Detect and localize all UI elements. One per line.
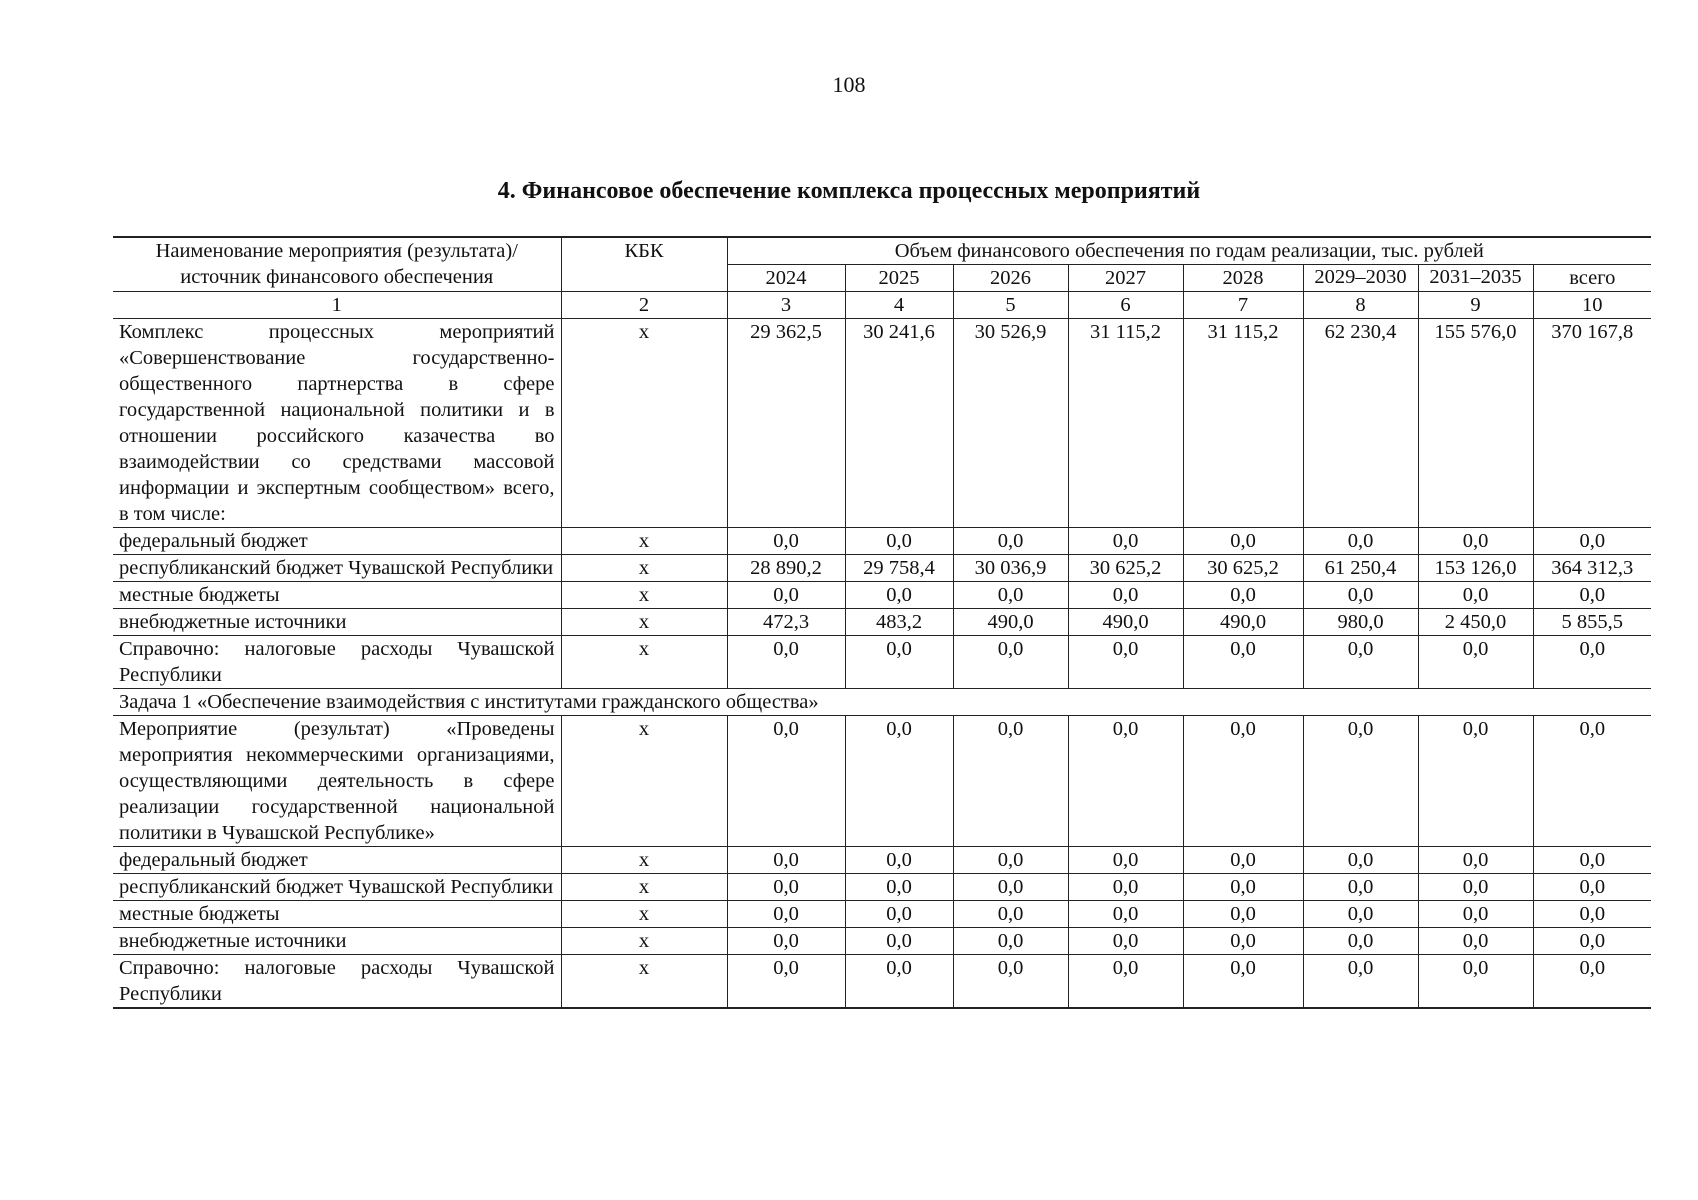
row-name: внебюджетные источники	[113, 928, 561, 955]
row-value: 28 890,2	[727, 555, 845, 582]
row-value: 0,0	[1068, 582, 1183, 609]
row-value: 0,0	[1303, 636, 1418, 689]
table-row	[113, 955, 1651, 1009]
row-value: 0,0	[1418, 582, 1533, 609]
row-value: 0,0	[1533, 847, 1651, 874]
row-value: 0,0	[1418, 716, 1533, 847]
row-value: 0,0	[1183, 636, 1303, 689]
row-value: 490,0	[953, 609, 1068, 636]
header-row-top	[113, 237, 1651, 265]
row-kbk: х	[561, 847, 727, 874]
row-kbk: х	[561, 319, 727, 528]
row-value: 0,0	[727, 716, 845, 847]
row-name: федеральный бюджет	[113, 847, 561, 874]
header-volume: Объем финансового обеспечения по годам реализации, тыс. рублей	[727, 237, 1651, 265]
row-value: 0,0	[953, 955, 1068, 1009]
row-value: 30 241,6	[845, 319, 953, 528]
header-year: всего	[1533, 265, 1651, 292]
row-name: Комплекс процессных мероприятий «Совершенствование государственно-общественного партнерства в сфере государственной национальной политики и в отношении российского казачества во взаимодействии со средствами массовой информации и экспертным сообществом» всего, в том числе:	[113, 319, 561, 528]
header-year: 2024	[727, 265, 845, 292]
page-number: 108	[832, 72, 866, 97]
row-value: 0,0	[1533, 928, 1651, 955]
row-value: 0,0	[1183, 716, 1303, 847]
row-value: 0,0	[1303, 955, 1418, 1009]
header-year: 2028	[1183, 265, 1303, 292]
row-kbk: х	[561, 928, 727, 955]
row-value: 0,0	[1183, 928, 1303, 955]
row-kbk: х	[561, 582, 727, 609]
row-value: 0,0	[953, 874, 1068, 901]
row-value: 0,0	[845, 716, 953, 847]
row-name: местные бюджеты	[113, 582, 561, 609]
row-value: 980,0	[1303, 609, 1418, 636]
row-value: 0,0	[1533, 901, 1651, 928]
row-value: 30 036,9	[953, 555, 1068, 582]
row-value: 155 576,0	[1418, 319, 1533, 528]
row-value: 0,0	[845, 928, 953, 955]
column-number: 1	[113, 292, 561, 319]
row-value: 0,0	[845, 955, 953, 1009]
row-kbk: х	[561, 636, 727, 689]
table-row	[113, 555, 1651, 582]
column-number: 4	[845, 292, 953, 319]
row-value: 364 312,3	[1533, 555, 1651, 582]
row-kbk: х	[561, 609, 727, 636]
row-value: 0,0	[1303, 901, 1418, 928]
row-value: 0,0	[1303, 582, 1418, 609]
row-value: 0,0	[727, 874, 845, 901]
row-value: 62 230,4	[1303, 319, 1418, 528]
row-value: 0,0	[1418, 636, 1533, 689]
header-year: 2029–2030	[1303, 265, 1418, 292]
row-value: 0,0	[1303, 716, 1418, 847]
row-value: 0,0	[1418, 901, 1533, 928]
table-row	[113, 874, 1651, 901]
row-value: 0,0	[1068, 636, 1183, 689]
row-value: 0,0	[953, 528, 1068, 555]
column-number: 5	[953, 292, 1068, 319]
row-value: 0,0	[1183, 582, 1303, 609]
row-value: 153 126,0	[1418, 555, 1533, 582]
header-name: Наименование мероприятия (результата)/ источник финансового обеспечения	[113, 237, 561, 292]
row-value: 0,0	[727, 928, 845, 955]
row-value: 0,0	[727, 528, 845, 555]
row-value: 29 758,4	[845, 555, 953, 582]
row-value: 490,0	[1068, 609, 1183, 636]
table-row	[113, 582, 1651, 609]
row-kbk: х	[561, 528, 727, 555]
row-value: 0,0	[1418, 928, 1533, 955]
row-kbk: х	[561, 874, 727, 901]
row-value: 31 115,2	[1183, 319, 1303, 528]
row-value: 0,0	[1418, 847, 1533, 874]
row-value: 0,0	[845, 636, 953, 689]
row-value: 483,2	[845, 609, 953, 636]
row-name: республиканский бюджет Чувашской Республики	[113, 555, 561, 582]
row-value: 0,0	[1183, 901, 1303, 928]
row-value: 0,0	[1068, 955, 1183, 1009]
row-value: 0,0	[845, 582, 953, 609]
row-value: 0,0	[953, 847, 1068, 874]
row-kbk: х	[561, 716, 727, 847]
table-row	[113, 319, 1651, 528]
row-value: 0,0	[1418, 528, 1533, 555]
row-value: 0,0	[1303, 847, 1418, 874]
table-row	[113, 528, 1651, 555]
row-name: республиканский бюджет Чувашской Республики	[113, 874, 561, 901]
row-value: 0,0	[953, 716, 1068, 847]
row-value: 0,0	[1303, 874, 1418, 901]
row-kbk: х	[561, 555, 727, 582]
header-kbk: КБК	[561, 237, 727, 292]
row-value: 0,0	[727, 955, 845, 1009]
row-value: 0,0	[1303, 528, 1418, 555]
row-value: 0,0	[1533, 582, 1651, 609]
column-number: 6	[1068, 292, 1183, 319]
row-value: 0,0	[1068, 716, 1183, 847]
row-value: 0,0	[953, 636, 1068, 689]
row-value: 0,0	[727, 582, 845, 609]
row-kbk: х	[561, 901, 727, 928]
task-title: Задача 1 «Обеспечение взаимодействия с институтами гражданского общества»	[113, 689, 1651, 716]
page-title: 4. Финансовое обеспечение комплекса процессных мероприятий	[497, 178, 1201, 204]
header-year: 2031–2035	[1418, 265, 1533, 292]
row-value: 0,0	[953, 901, 1068, 928]
row-value: 0,0	[1418, 955, 1533, 1009]
row-value: 0,0	[1418, 874, 1533, 901]
row-value: 0,0	[727, 636, 845, 689]
row-value: 31 115,2	[1068, 319, 1183, 528]
table-row	[113, 928, 1651, 955]
row-value: 0,0	[1068, 928, 1183, 955]
row-value: 29 362,5	[727, 319, 845, 528]
row-value: 490,0	[1183, 609, 1303, 636]
row-value: 0,0	[1533, 636, 1651, 689]
row-value: 0,0	[1303, 928, 1418, 955]
column-number: 3	[727, 292, 845, 319]
row-value: 30 526,9	[953, 319, 1068, 528]
row-value: 0,0	[1533, 716, 1651, 847]
row-value: 0,0	[1533, 528, 1651, 555]
row-value: 0,0	[845, 847, 953, 874]
row-value: 2 450,0	[1418, 609, 1533, 636]
row-value: 0,0	[1068, 847, 1183, 874]
row-value: 0,0	[1183, 874, 1303, 901]
header-year: 2025	[845, 265, 953, 292]
column-number: 10	[1533, 292, 1651, 319]
row-value: 0,0	[727, 901, 845, 928]
row-value: 370 167,8	[1533, 319, 1651, 528]
header-year: 2026	[953, 265, 1068, 292]
header-row-numbers	[113, 292, 1651, 319]
row-value: 0,0	[1533, 955, 1651, 1009]
row-kbk: х	[561, 955, 727, 1009]
row-value: 0,0	[1068, 901, 1183, 928]
header-year: 2027	[1068, 265, 1183, 292]
row-value: 472,3	[727, 609, 845, 636]
financing-table	[113, 236, 1651, 1009]
row-name: Справочно: налоговые расходы Чувашской Республики	[113, 955, 561, 1009]
table-row	[113, 847, 1651, 874]
column-number: 2	[561, 292, 727, 319]
table-row	[113, 609, 1651, 636]
row-value: 61 250,4	[1303, 555, 1418, 582]
column-number: 7	[1183, 292, 1303, 319]
task-row	[113, 689, 1651, 716]
table-row	[113, 901, 1651, 928]
row-value: 30 625,2	[1183, 555, 1303, 582]
row-value: 0,0	[727, 847, 845, 874]
row-name: Мероприятие (результат) «Проведены мероприятия некоммерческими организациями, осуществляющими деятельность в сфере реализации государственной национальной политики в Чувашской Республике»	[113, 716, 561, 847]
row-value: 0,0	[1068, 528, 1183, 555]
row-value: 0,0	[1068, 874, 1183, 901]
row-value: 0,0	[1183, 847, 1303, 874]
row-value: 0,0	[1183, 528, 1303, 555]
row-value: 5 855,5	[1533, 609, 1651, 636]
column-number: 9	[1418, 292, 1533, 319]
row-value: 0,0	[953, 582, 1068, 609]
row-name: местные бюджеты	[113, 901, 561, 928]
row-value: 0,0	[953, 928, 1068, 955]
table-row	[113, 716, 1651, 847]
row-name: федеральный бюджет	[113, 528, 561, 555]
row-name: внебюджетные источники	[113, 609, 561, 636]
row-value: 30 625,2	[1068, 555, 1183, 582]
row-value: 0,0	[845, 528, 953, 555]
column-number: 8	[1303, 292, 1418, 319]
row-value: 0,0	[1533, 874, 1651, 901]
table-row	[113, 636, 1651, 689]
row-name: Справочно: налоговые расходы Чувашской Республики	[113, 636, 561, 689]
row-value: 0,0	[845, 901, 953, 928]
row-value: 0,0	[1183, 955, 1303, 1009]
row-value: 0,0	[845, 874, 953, 901]
